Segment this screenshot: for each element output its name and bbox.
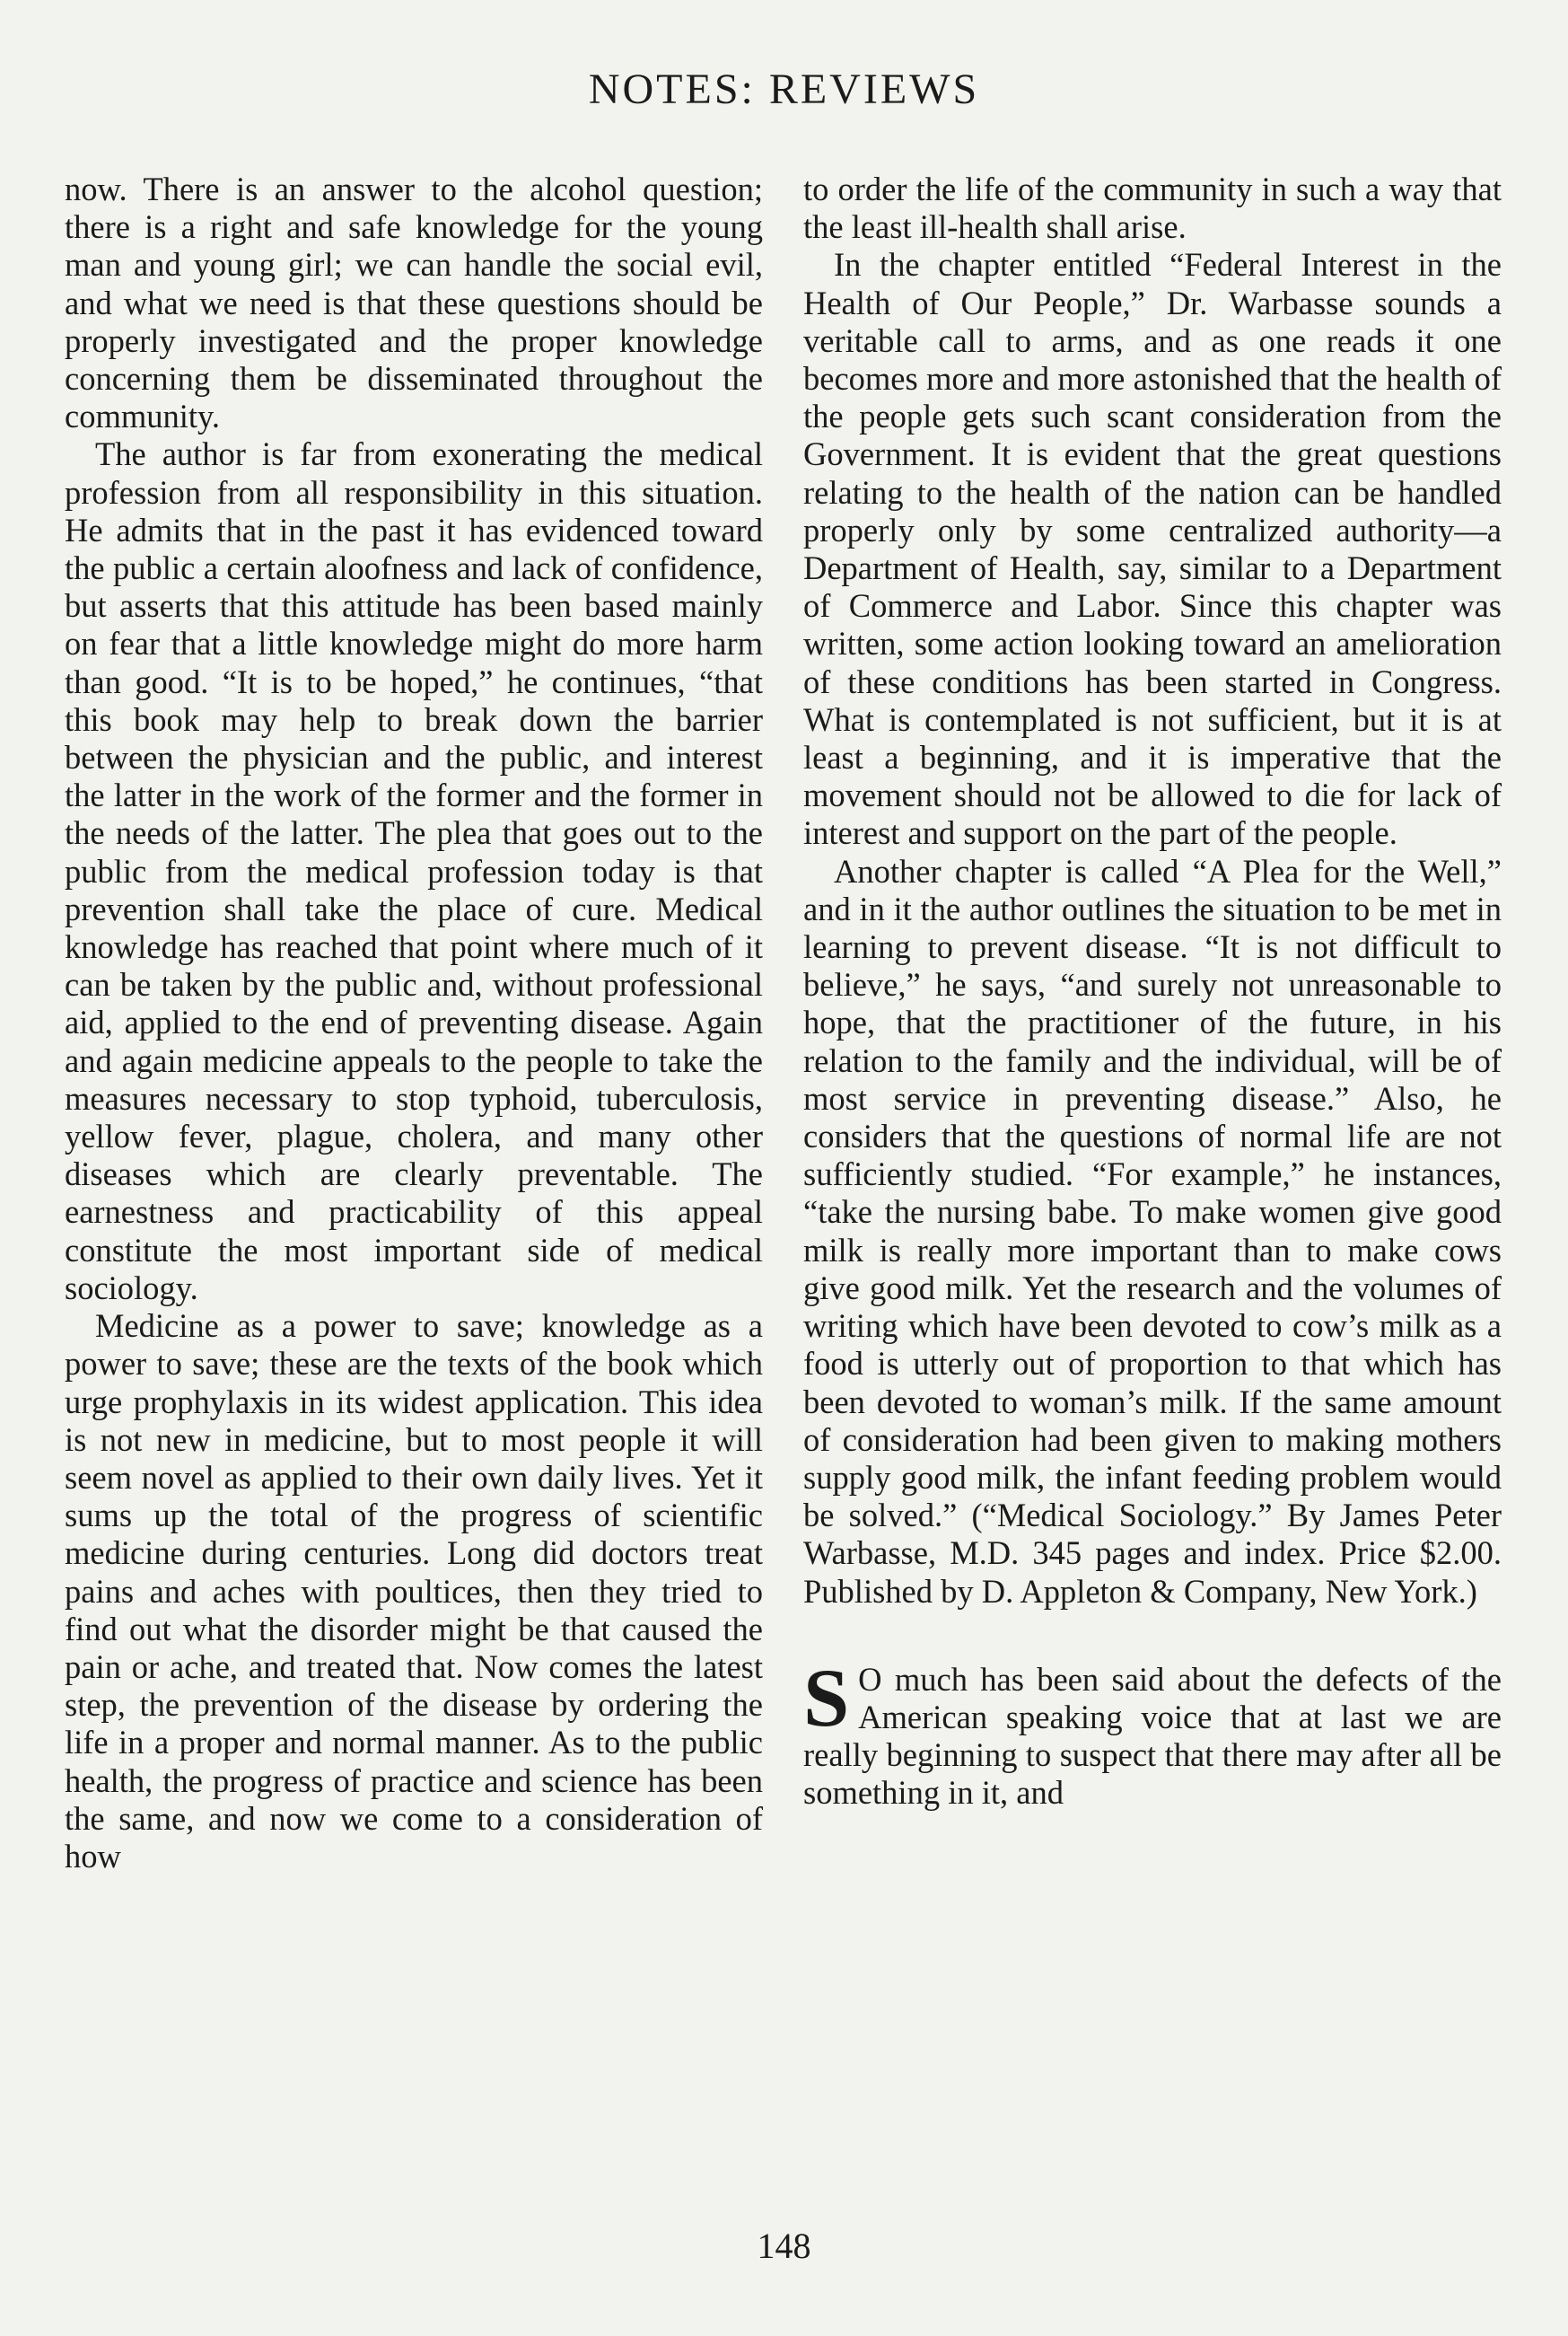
paragraph: Another chapter is called “A Plea for the Well,” and in it the author outlines the situation to be met in learning to prevent disease. “It is not difficult to believe,” he says, “and surely not unreasonable to hope, that the practitioner of the future, in his relation to the family and the individual, will be of most service in preventing disease.” Also, he considers that the questions of normal life are not sufficiently studied. “For example,” he instances, “take the nursing babe. To make women give good milk is really more important than to make cows give good milk. Yet the research and the volumes of writing which have been devoted to cow’s milk as a food is utterly out of proportion to that which has been devoted to woman’s milk. If the same amount of consideration had been given to making mothers supply good milk, the infant feeding problem would be solved.” (“Medical Sociology.” By James Peter Warbasse, M.D. 345 pages and index. Price $2.00. Published by D. Appleton & Company, New York.) xyxy=(803,852,1502,1610)
page-number: 148 xyxy=(757,2226,811,2266)
new-review-paragraph xyxy=(803,1651,1502,1813)
running-title: NOTES: REVIEWS xyxy=(588,66,980,113)
paragraph: In the chapter entitled “Federal Interest in the Health of Our People,” Dr. Warbasse sounds a veritable call to arms, and as one reads it one becomes more and more astonished that the health of the people gets such scant consideration from the Government. It is evident that the great questions relating to the health of the nation can be handled properly only by some centralized authority—a Department of Health, say, similar to a Department of Commerce and Labor. Since this chapter was written, some action looking toward an amelioration of these conditions has been started in Congress. What is contemplated is not sufficient, but it is at least a beginning, and it is imperative that the movement should not be allowed to die for lack of interest and support on the part of the people. xyxy=(803,246,1502,852)
paragraph: to order the life of the community in such a way that the least ill-health shall arise. xyxy=(803,171,1502,246)
right-column xyxy=(803,171,1502,1813)
paragraph: The author is far from exonerating the medical profession from all responsibility in this situation. He admits that in the past it has evidenced toward the public a certain aloofness and lack of confidence, but asserts that this attitude has been based mainly on fear that a little knowledge might do more harm than good. “It is to be hoped,” he continues, “that this book may help to break down the barrier between the physician and the public, and interest the latter in the work of the former and the former in the needs of the latter. The plea that goes out to the public from the medical profession today is that prevention shall take the place of cure. Medical knowledge has reached that point where much of it can be taken by the public and, without professional aid, applied to the end of preventing disease. Again and again medicine appeals to the people to take the measures necessary to stop typhoid, tuberculosis, yellow fever, plague, cholera, and many other diseases which are clearly preventable. The earnestness and practicability of this appeal constitute the most important side of medical sociology. xyxy=(65,435,763,1306)
drop-cap: S xyxy=(803,1651,850,1743)
paragraph: Medicine as a power to save; knowledge as a power to save; these are the texts of the book which urge prophylaxis in its widest application. This idea is not new in medicine, but to most people it will seem novel as applied to their own daily lives. Yet it sums up the total of the progress of scientific medicine during centuries. Long did doctors treat pains and aches with poultices, then they tried to find out what the disorder might be that caused the pain or ache, and treated that. Now comes the latest step, the prevention of the disease by ordering the life in a proper and normal manner. As to the public health, the progress of practice and science has been the same, and now we come to a consideration of how xyxy=(65,1307,763,1875)
paragraph-text: O much has been said about the defects of the American speaking voice that at last we are really beginning to suspect that there may after all be something in it, and xyxy=(803,1660,1502,1812)
paragraph: now. There is an answer to the alcohol question; there is a right and safe knowledge for the young man and young girl; we can handle the social evil, and what we need is that these questions should be properly investigated and the proper knowledge concerning them be disseminated throughout the community. xyxy=(65,171,763,435)
left-column xyxy=(65,171,763,1875)
